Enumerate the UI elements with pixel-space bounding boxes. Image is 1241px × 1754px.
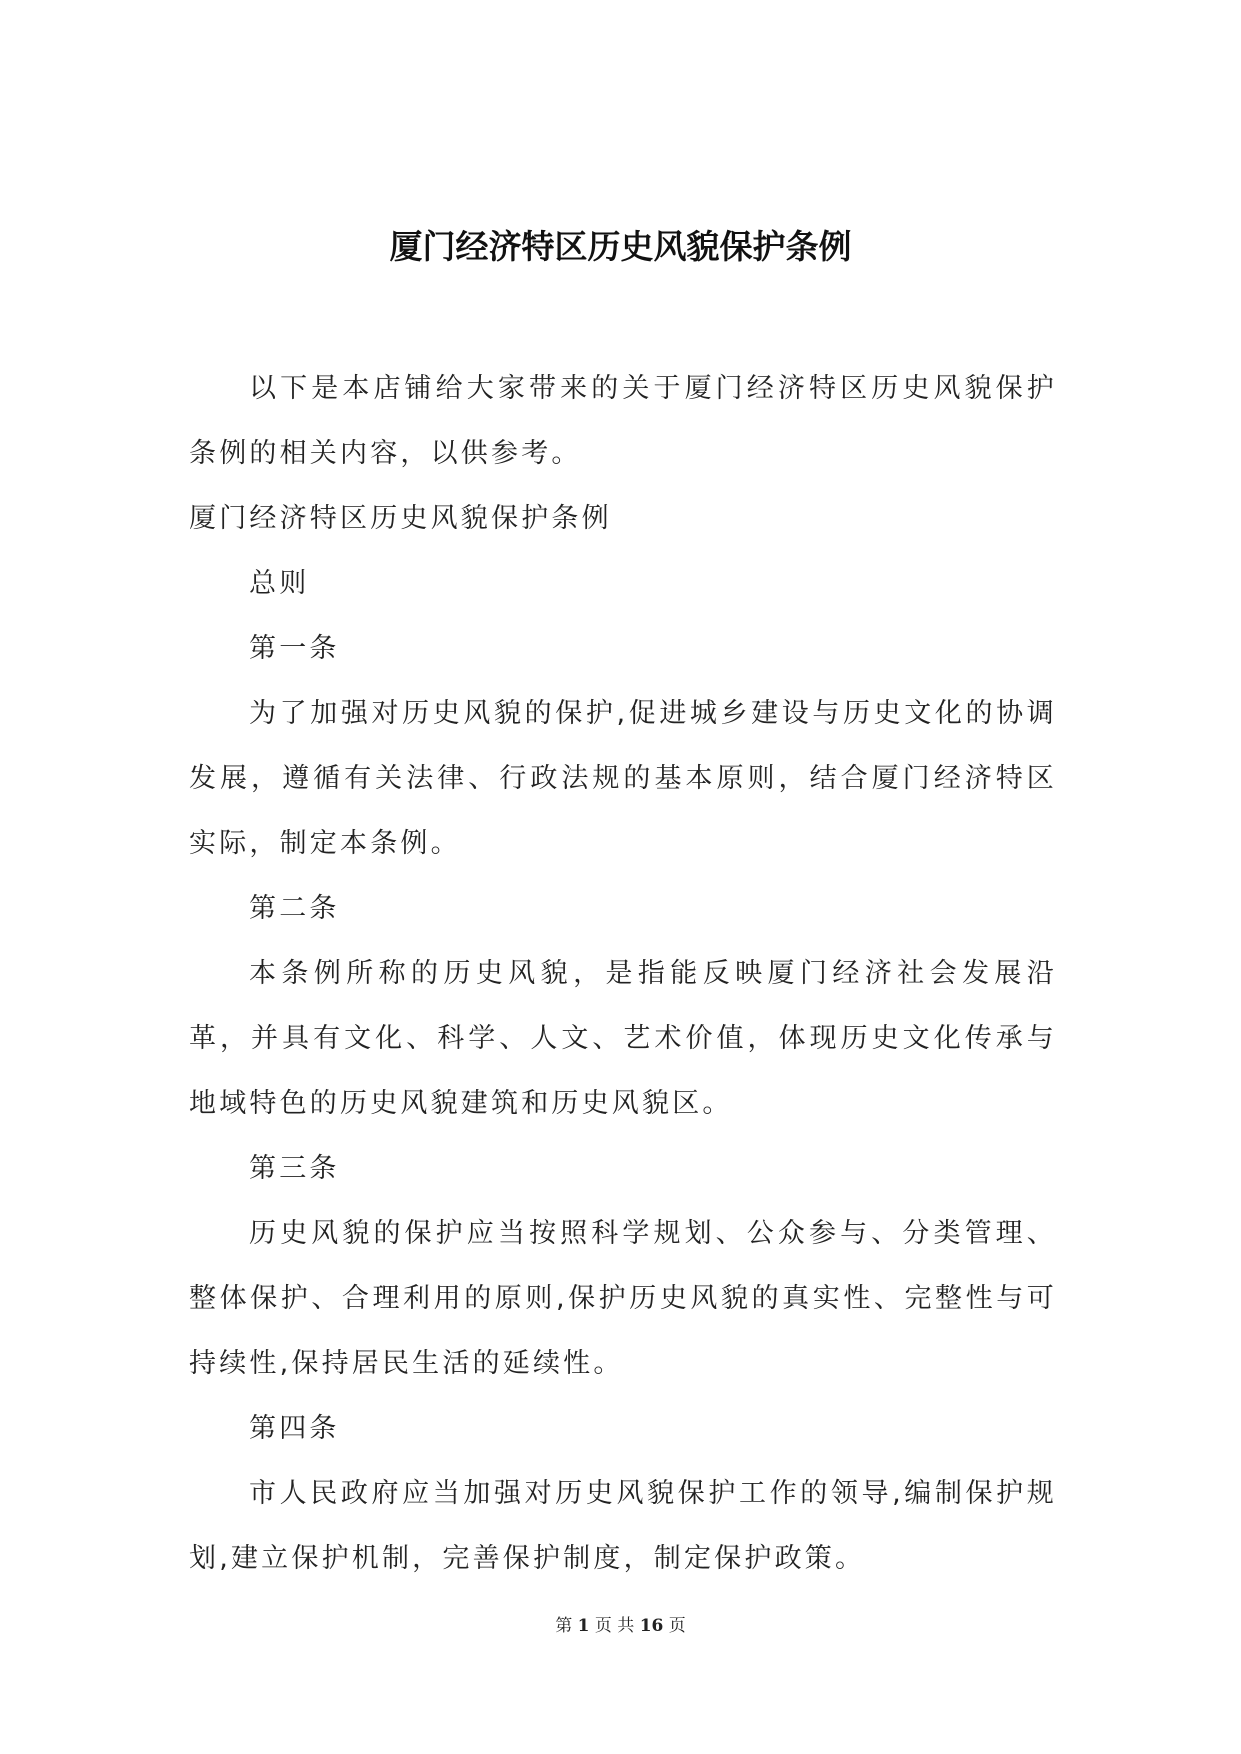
article-paragraph: 本条例所称的历史风貌，是指能反映厦门经济社会发展沿革，并具有文化、科学、人文、艺术价值，体现历史文化传承与地域特色的历史风貌建筑和历史风貌区。 [189,958,1057,1119]
page-title: 厦门经济特区历史风貌保护条例 [389,227,852,266]
chapter-heading: 总则 [249,568,310,599]
article-heading: 第三条 [249,1153,340,1184]
document-body [189,356,1057,1591]
article-heading: 第二条 [249,893,340,924]
subtitle-paragraph: 厦门经济特区历史风貌保护条例 [189,503,612,534]
article-paragraph: 历史风貌的保护应当按照科学规划、公众参与、分类管理、整体保护、合理利用的原则,保护历史风貌的真实性、完整性与可持续性,保持居民生活的延续性。 [189,1218,1057,1379]
article-heading: 第一条 [249,633,340,664]
article-heading: 第四条 [249,1413,340,1444]
article-paragraph: 市人民政府应当加强对历史风貌保护工作的领导,编制保护规划,建立保护机制，完善保护制度，制定保护政策。 [189,1478,1057,1574]
intro-paragraph: 以下是本店铺给大家带来的关于厦门经济特区历史风貌保护条例的相关内容，以供参考。 [189,373,1057,469]
current-page-number: 1 [577,1616,590,1636]
page-footer [0,1611,1241,1636]
footer-prefix: 第 [555,1616,573,1636]
total-pages-number: 16 [639,1616,664,1636]
article-paragraph: 为了加强对历史风貌的保护,促进城乡建设与历史文化的协调发展，遵循有关法律、行政法规的基本原则，结合厦门经济特区实际，制定本条例。 [189,698,1057,859]
footer-middle: 页 共 [594,1616,635,1636]
footer-suffix: 页 [668,1616,686,1636]
